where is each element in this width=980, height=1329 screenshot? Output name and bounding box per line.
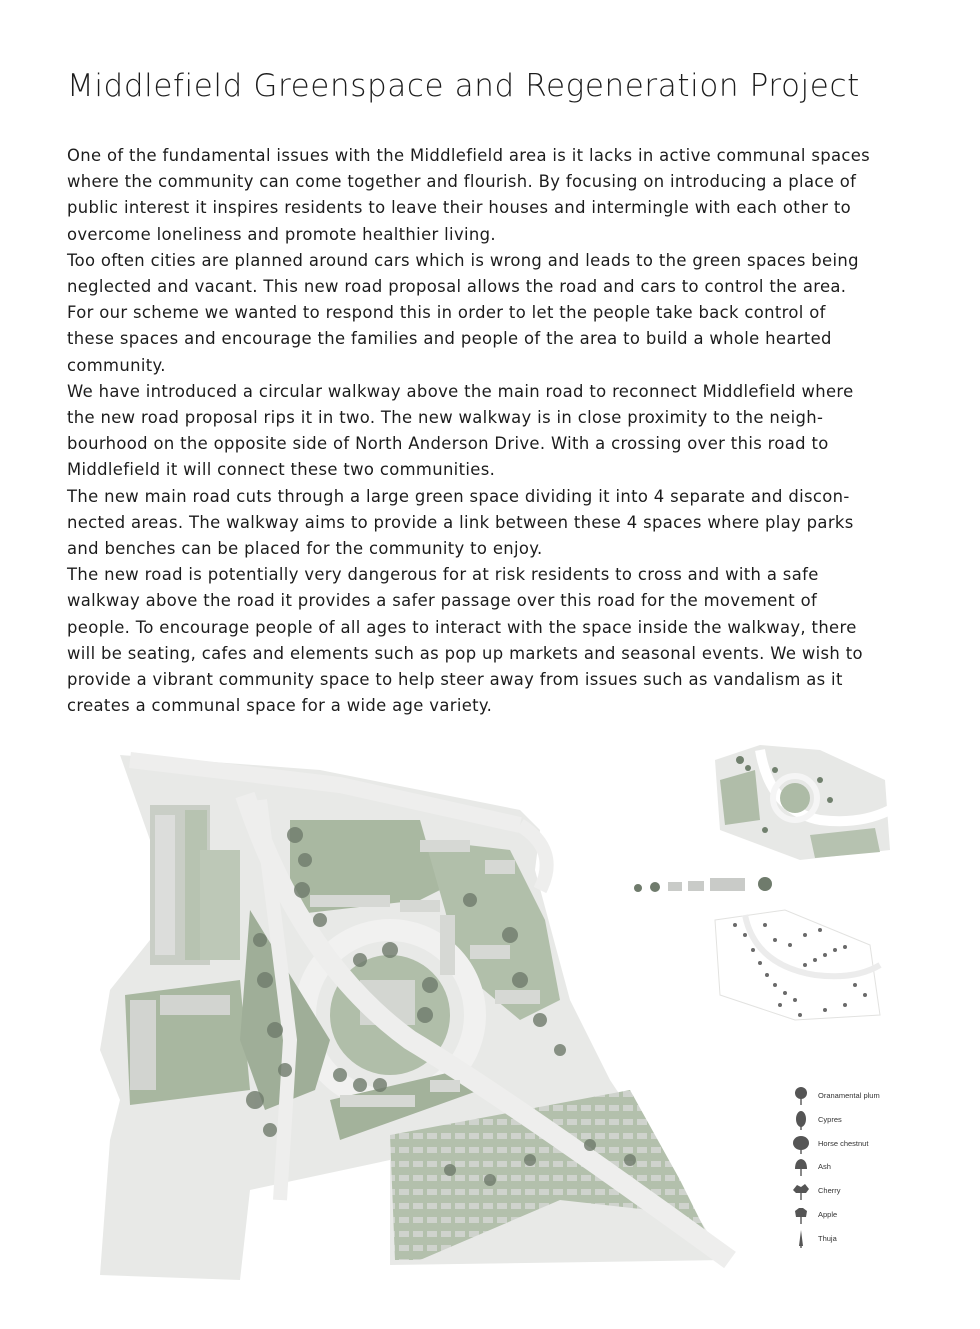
legend-item	[788, 1229, 898, 1253]
page-title: Middlefield Greenspace and Regeneration Project	[67, 68, 860, 104]
cherry-icon	[792, 1181, 810, 1201]
tree-legend	[788, 1086, 898, 1253]
legend-label: Apple	[818, 1209, 838, 1219]
legend-item	[788, 1110, 898, 1134]
legend-label: Cypres	[818, 1114, 842, 1124]
paragraph: One of the fundamental issues with the Middlefield area is it lacks in active communal spaces where the community can come together and flourish. By focusing on introducing a place of public interest it inspires residents to leave their houses and intermingle with each other to overcome loneliness and promote healthier living.	[67, 146, 871, 244]
legend-item	[788, 1205, 898, 1229]
legend-label: Horse chestnut	[818, 1138, 869, 1148]
legend-label: Ash	[818, 1162, 831, 1172]
context-plan	[700, 740, 900, 865]
paragraph: The new road is potentially very dangerous for at risk residents to cross and with a safe walkway above the road it provides a safer passage over this road for the movement of people. To encourage people of all ages to interact with the space inside the walkway, there will be seating, cafes and elements such as pop up markets and seasonal events. We wish to provide a vibrant community space to help steer away from issues such as vandalism as it creates a communal space for a wide age variety.	[67, 565, 863, 716]
ornamental-plum-icon	[792, 1086, 810, 1106]
project-description	[67, 143, 877, 719]
thuja-icon	[792, 1229, 810, 1249]
ash-icon	[792, 1157, 810, 1177]
horse-chestnut-icon	[792, 1134, 810, 1154]
apple-icon	[792, 1205, 810, 1225]
legend-item	[788, 1134, 898, 1158]
site-masterplan	[90, 740, 770, 1280]
legend-label: Cherry	[818, 1186, 841, 1196]
cypress-icon	[792, 1110, 810, 1130]
paragraph: The new main road cuts through a large green space dividing it into 4 separate and discon-nected areas. The walkway aims to provide a link between these 4 spaces where play parks and benches can be placed for the community to enjoy.	[67, 486, 854, 559]
legend-label: Thuja	[818, 1233, 837, 1243]
paragraph: Too often cities are planned around cars which is wrong and leads to the green spaces being neglected and vacant. This new road proposal allows the road and cars to control the area. For our scheme we wanted to respond this in order to let the people take back control of these spaces and encourage the families and people of the area to build a whole hearted community.	[67, 250, 859, 375]
legend-item	[788, 1086, 898, 1110]
legend-label: Oranamental plum	[818, 1091, 880, 1100]
tree-planting-plan	[705, 905, 885, 1025]
legend-item	[788, 1157, 898, 1181]
paragraph: We have introduced a circular walkway above the main road to reconnect Middlefield where the new road proposal rips it in two. The new walkway is in close proximity to the neigh-bourhood on the opposite side of North Anderson Drive. With a crossing over this road to Middlefield it will connect these two communities.	[67, 381, 854, 480]
legend-item	[788, 1181, 898, 1205]
scale-elements	[630, 870, 780, 900]
